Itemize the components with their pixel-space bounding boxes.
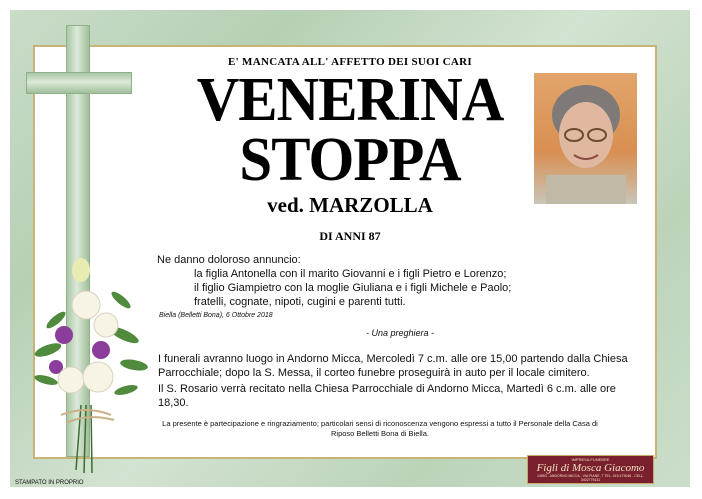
funeral-details: I funerali avranno luogo in Andorno Micca, Mercoledì 7 c.m. alle ore 15,00 partendo dalla Chiesa Parrocchiale; dopo la S. Messa, il corteo funebre proseguirà in auto per il locale cimitero. (158, 353, 628, 379)
cross-horizontal-beam (26, 72, 132, 94)
prayer-line: - Una preghiera - (366, 328, 435, 338)
flower-bouquet-icon (26, 255, 156, 480)
thanks-note: La presente è partecipazione e ringraziamento; particolari sensi di riconoscenza vengono espressi a tutto il Personale della Casa di Riposo Belletti Bona di Biella. (162, 419, 598, 438)
deceased-last-name: STOPPA (239, 126, 461, 194)
announcement-intro: Ne danno doloroso annuncio: (157, 254, 301, 266)
printed-by-label: STAMPATO IN PROPRIO (15, 480, 84, 486)
deceased-first-name: VENERINA (196, 66, 504, 134)
agency-tagline: IMPRESA FUNEBRE (571, 457, 610, 462)
portrait-photo (534, 73, 637, 204)
rosary-details: Il S. Rosario verrà recitato nella Chiesa Parrocchiale di Andorno Micca, Martedì 6 c.m. alle ore 18,30. (158, 383, 616, 409)
announcement-line: fratelli, cognate, nipoti, cugini e parenti tutti. (194, 296, 406, 308)
announcement-line: la figlia Antonella con il marito Giovanni e i figli Pietro e Lorenzo; (194, 268, 507, 280)
age-line: DI ANNI 87 (319, 229, 381, 243)
place-date-line: Biella (Belletti Bona), 6 Ottobre 2018 (159, 312, 273, 319)
agency-address: 13893 - ANDORNO MICCA - VIA PIANE, 7 TEL. 015 473046 - CELL. 3402779131 (536, 474, 645, 482)
widow-of-line: ved. MARZOLLA (267, 193, 433, 217)
portrait-illustration (534, 73, 637, 204)
intro-line: E' MANCATA ALL' AFFETTO DEI SUOI CARI (228, 56, 472, 68)
funeral-agency-logo (527, 455, 654, 484)
announcement-line: il figlio Giampietro con la moglie Giuliana e i figli Michele e Paolo; (194, 282, 512, 294)
agency-name: Figli di Mosca Giacomo (536, 462, 645, 474)
